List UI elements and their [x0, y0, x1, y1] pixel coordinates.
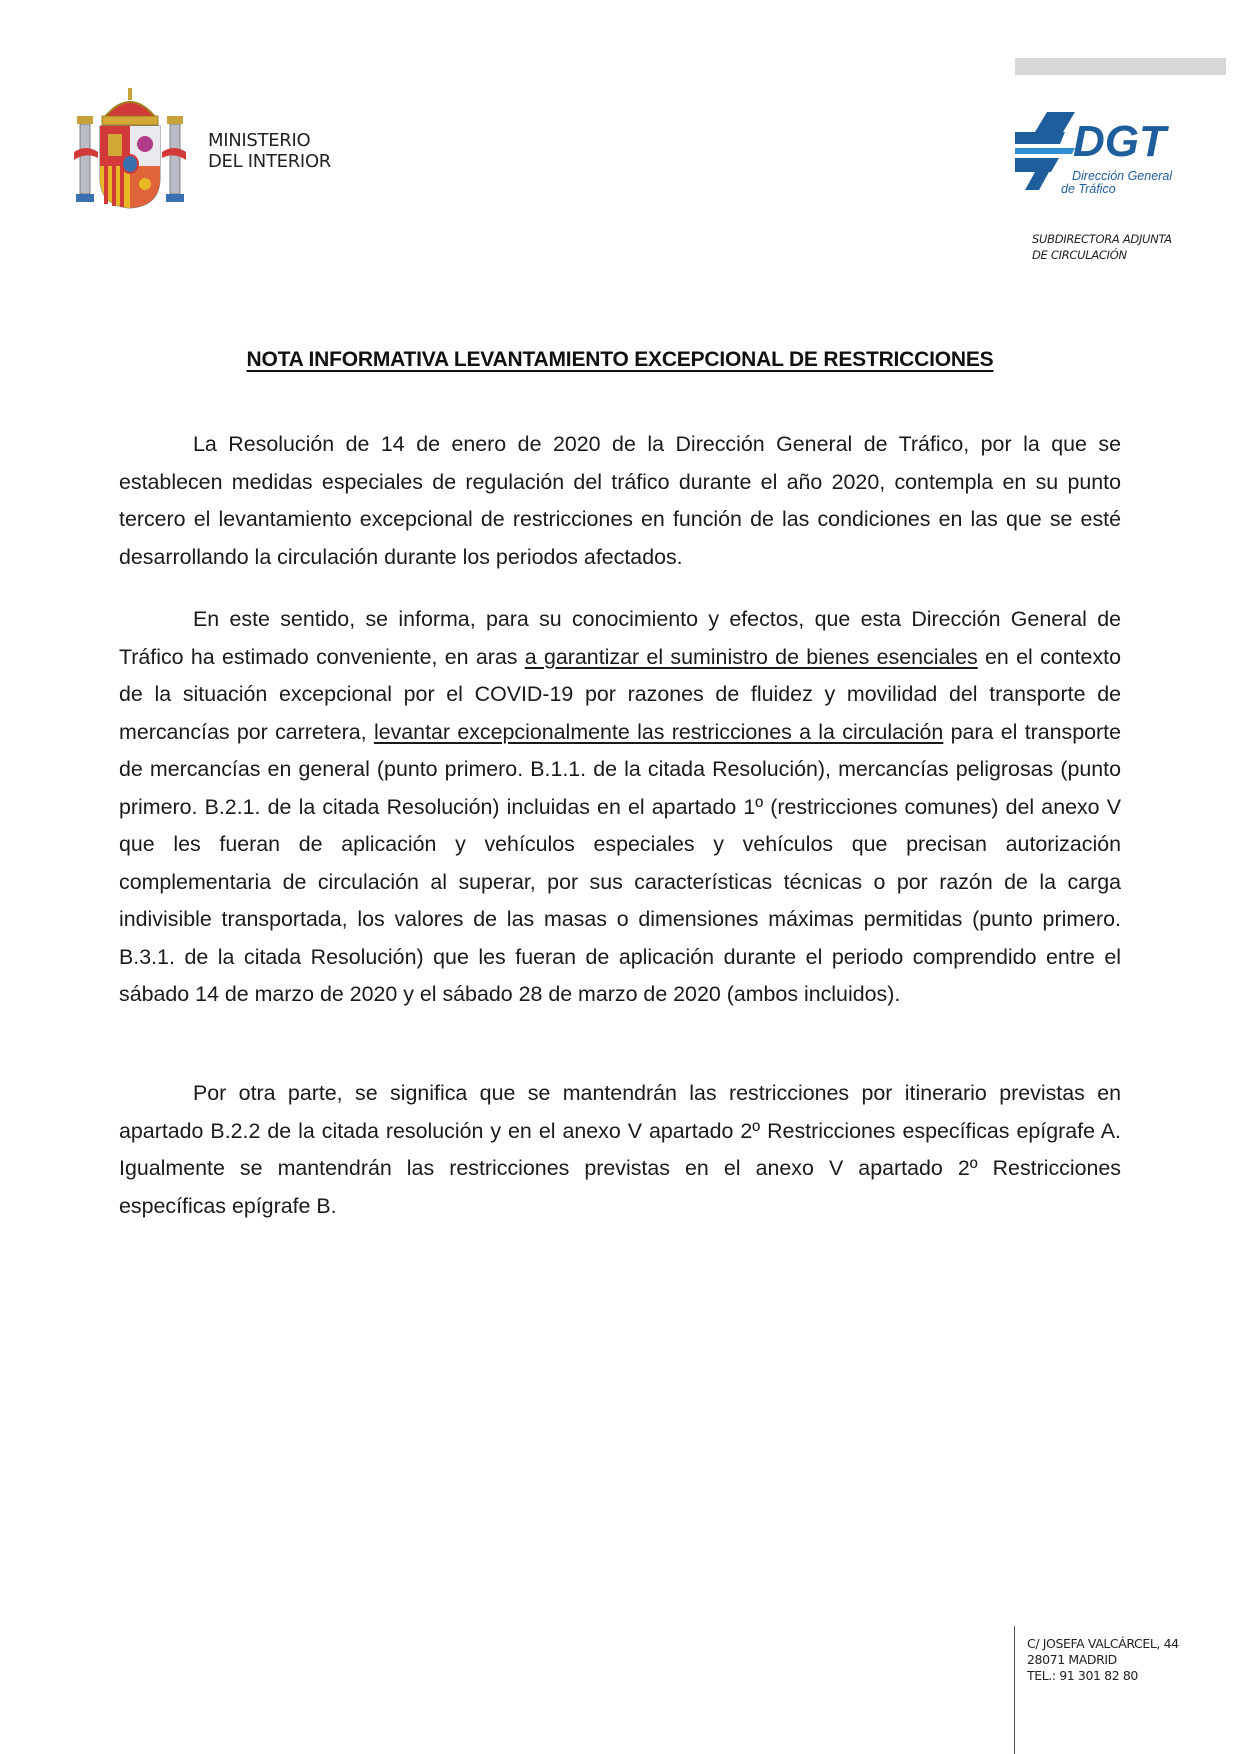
- document-title: NOTA INFORMATIVA LEVANTAMIENTO EXCEPCIONAL DE RESTRICCIONES: [246, 348, 994, 371]
- paragraph-1: [119, 426, 1121, 576]
- paragraph-2-part2: en el contexto de la situación excepcional por el COVID-19 por razones de fluidez y movilidad del transporte de mercancías por carretera,: [119, 644, 1121, 744]
- footer-address-block: [1027, 1636, 1179, 1684]
- header-gray-bar: [1015, 58, 1226, 75]
- paragraph-1-text: La Resolución de 14 de enero de 2020 de la Dirección General de Tráfico, por la que se establecen medidas especiales de regulación del tráfico durante el año 2020, contempla en su punto tercero el levantamiento excepcional de restricciones en función de las condiciones en las que se esté desarrollando la circulación durante los periodos afectados.: [119, 432, 1121, 569]
- ministry-name-line2: DEL INTERIOR: [208, 151, 332, 172]
- footer-phone: TEL.: 91 301 82 80: [1027, 1668, 1138, 1683]
- department-name: [1032, 231, 1172, 263]
- dgt-subtitle-line2: de Tráfico: [1061, 182, 1116, 196]
- paragraph-3-text: Por otra parte, se significa que se mantendrán las restricciones por itinerario previstas en apartado B.2.2 de la citada resolución y en el anexo V apartado 2º Restricciones específicas epígrafe A. Igualmente se mantendrán las restricciones previstas en el anexo V apartado 2º Restricciones específicas epígrafe B.: [119, 1081, 1121, 1218]
- dgt-subtitle: [1061, 169, 1173, 196]
- underlined-phrase-guarantee-supply: a garantizar el suministro de bienes esenciales: [524, 644, 978, 669]
- paragraph-2-text: [119, 601, 1121, 1014]
- ministry-name: [208, 130, 331, 172]
- footer-city: 28071 MADRID: [1027, 1652, 1117, 1667]
- spanish-coat-of-arms-icon: [74, 86, 186, 210]
- footer-divider: [1014, 1626, 1015, 1754]
- underlined-phrase-lift-restrictions: levantar excepcionalmente las restricciones a la circulación: [373, 719, 944, 744]
- paragraph-2-part1: En este sentido, se informa, para su conocimiento y efectos, que esta Dirección General de Tráfico ha estimado conveniente, en aras: [119, 607, 1121, 669]
- footer-address: C/ JOSEFA VALCÁRCEL, 44: [1027, 1636, 1179, 1651]
- paragraph-3: [119, 1075, 1121, 1225]
- department-name-line1: SUBDIRECTORA ADJUNTA: [1032, 232, 1172, 246]
- dgt-subtitle-line1: Dirección General: [1072, 169, 1173, 183]
- department-name-line2: DE CIRCULACIÓN: [1032, 248, 1127, 262]
- paragraph-2-part3: para el transporte de mercancías en general (punto primero. B.1.1. de la citada Resolución), mercancías peligrosas (punto primero. B.2.1. de la citada Resolución) incluidas en el apartado 1º (restricciones comunes) del anexo V que les fueran de aplicación y vehículos especiales y vehículos que precisan autorización complementaria de circulación al superar, por sus características técnicas o por razón de la carga indivisible transportada, los valores de las masas o dimensiones máximas permitidas (punto primero. B.3.1. de la citada Resolución) que les fueran de aplicación durante el periodo comprendido entre el sábado 14 de marzo de 2020 y el sábado 28 de marzo de 2020 (ambos incluidos).: [119, 719, 1122, 1006]
- ministry-name-line1: MINISTERIO: [208, 130, 311, 151]
- dgt-logo-text: DGT: [1073, 117, 1166, 166]
- paragraph-2: [119, 601, 1121, 1014]
